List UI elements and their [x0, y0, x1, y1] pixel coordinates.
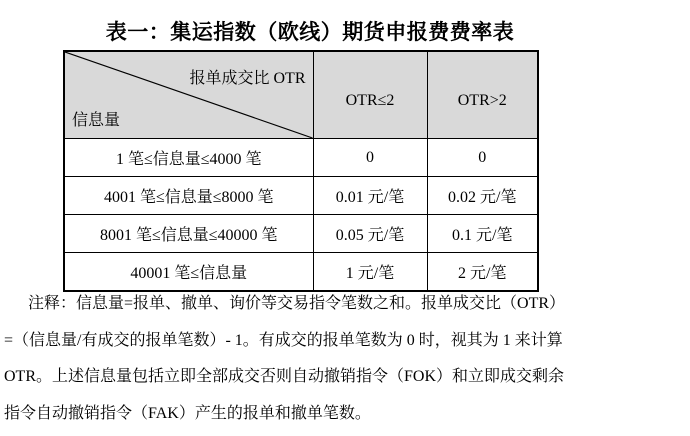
row-gt2-cell: 2 元/笔: [427, 253, 538, 292]
header-otr-axis-label: 报单成交比 OTR: [189, 70, 306, 87]
table-title: 表一：集运指数（欧线）期货申报费费率表: [105, 20, 515, 44]
fee-rate-table: [63, 50, 539, 292]
header-col-otr-gt2: OTR>2: [427, 51, 538, 139]
row-le2-cell: 0.05 元/笔: [313, 215, 427, 253]
row-range-cell: 8001 笔≤信息量≤40000 笔: [64, 215, 313, 253]
row-le2-cell: 0.01 元/笔: [313, 177, 427, 215]
row-le2-cell: 0: [313, 139, 427, 177]
note-line: =（信息量/有成交的报单笔数）- 1。有成交的报单笔数为 0 时，视其为 1 来计算: [4, 331, 563, 349]
row-gt2-cell: 0.02 元/笔: [427, 177, 538, 215]
note-line: 注释：信息量=报单、撤单、询价等交易指令笔数之和。报单成交比（OTR）: [28, 295, 566, 312]
table-header-row: [64, 51, 538, 139]
row-range-cell: 1 笔≤信息量≤4000 笔: [64, 139, 313, 177]
header-volume-axis-label: 信息量: [72, 112, 121, 129]
row-le2-cell: 1 元/笔: [313, 253, 427, 292]
row-gt2-cell: 0: [427, 139, 538, 177]
note-line: 指令自动撤销指令（FAK）产生的报单和撤单笔数。: [4, 404, 371, 422]
note-line: OTR。上述信息量包括立即全部成交否则自动撤销指令（FOK）和立即成交剩余: [4, 368, 565, 386]
header-col-otr-le2: OTR≤2: [313, 51, 427, 139]
table-row: [64, 177, 538, 215]
notes-paragraph: [4, 286, 644, 432]
row-range-cell: 40001 笔≤信息量: [64, 253, 313, 292]
row-gt2-cell: 0.1 元/笔: [427, 215, 538, 253]
row-range-cell: 4001 笔≤信息量≤8000 笔: [64, 177, 313, 215]
table-row: [64, 139, 538, 177]
table-row: [64, 215, 538, 253]
diagonal-header-cell: [64, 51, 313, 139]
